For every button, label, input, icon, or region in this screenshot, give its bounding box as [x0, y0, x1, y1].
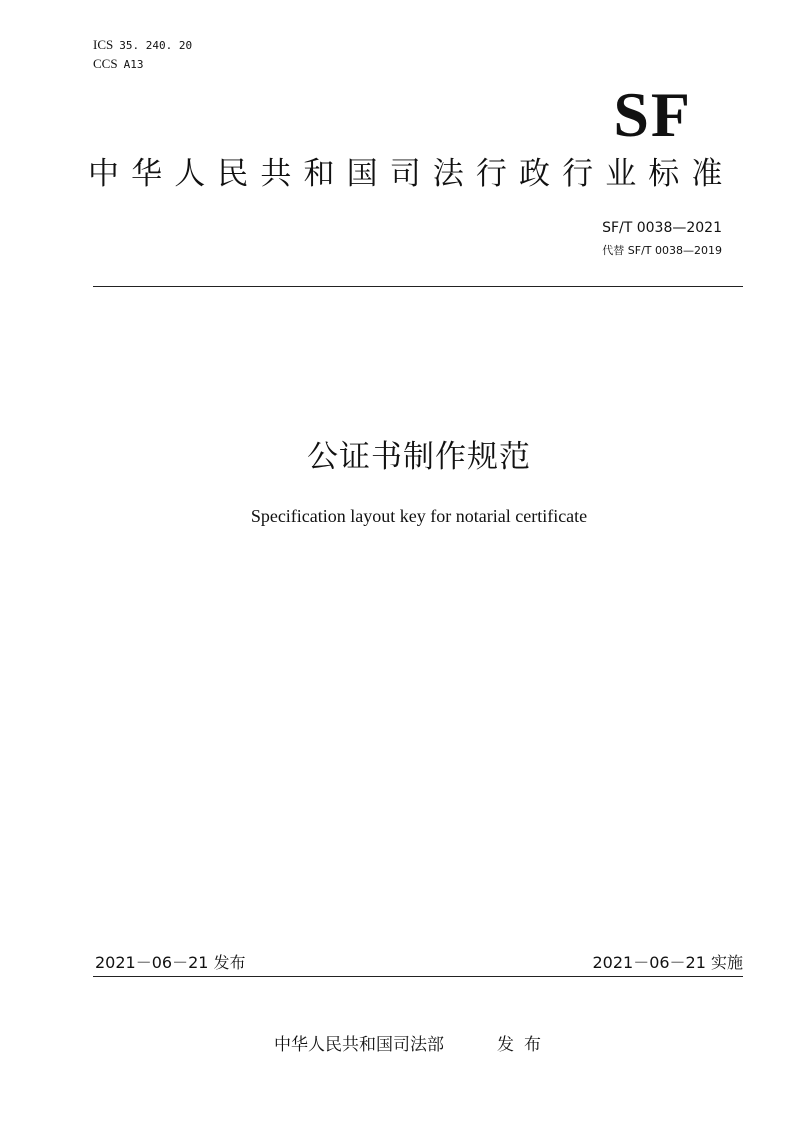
- issuing-authority: 中华人民共和国司法部: [274, 1035, 444, 1055]
- ics-code: [93, 37, 192, 54]
- document-subtitle: Specification layout key for notarial certificate: [250, 506, 588, 526]
- footer-divider: [93, 976, 743, 977]
- issue-date: 2021－06－21 发布: [95, 953, 246, 972]
- issue-action: 发布: [497, 1035, 551, 1055]
- sf-logo: SF: [613, 79, 692, 150]
- ccs-label: CCS: [93, 56, 118, 71]
- ccs-value: A13: [123, 58, 144, 71]
- replaces-note: 代替 SF/T 0038—2019: [602, 244, 722, 257]
- standard-category: 中华人民共和国司法行政行业标准: [88, 156, 735, 192]
- standard-number: SF/T 0038—2021: [602, 220, 722, 236]
- ics-label: ICS: [93, 37, 114, 52]
- ccs-code: [93, 56, 143, 73]
- ics-value: 35. 240. 20: [119, 39, 193, 52]
- implementation-date: 2021－06－21 实施: [592, 953, 743, 972]
- document-title: 公证书制作规范: [307, 439, 531, 475]
- header-divider: [93, 286, 743, 287]
